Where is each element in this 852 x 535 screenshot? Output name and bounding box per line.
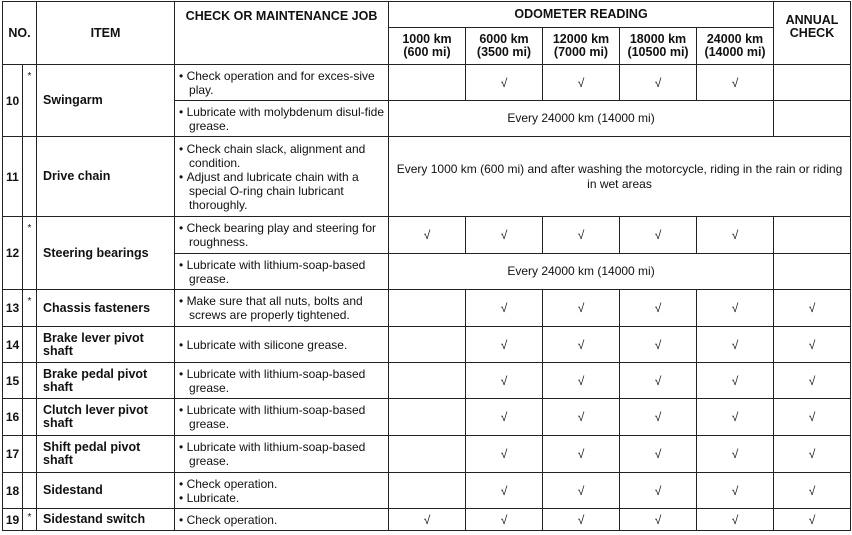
check-cell: [389, 290, 466, 327]
header-job: CHECK OR MAINTENANCE JOB: [175, 2, 389, 65]
annual-cell: √: [774, 363, 851, 399]
check-cell: √: [697, 290, 774, 327]
job-cell: [175, 65, 389, 101]
check-cell: √: [466, 65, 543, 101]
job-bullet: • Adjust and lubricate chain with a special O-ring chain lubricant thoroughly.: [179, 170, 384, 212]
annual-cell: [774, 217, 851, 254]
check-cell: √: [543, 436, 620, 473]
item-name: Sidestand: [37, 473, 175, 509]
star-mark: *: [23, 217, 37, 290]
star-mark: *: [23, 509, 37, 531]
check-cell: √: [466, 509, 543, 531]
check-cell: √: [620, 509, 697, 531]
interval-note: Every 24000 km (14000 mi): [389, 254, 774, 290]
annual-cell: [774, 101, 851, 137]
check-cell: √: [466, 363, 543, 399]
item-name: Brake lever pivot shaft: [37, 327, 175, 363]
interval-mi: (600 mi): [403, 45, 451, 59]
annual-cell: √: [774, 436, 851, 473]
check-cell: √: [543, 509, 620, 531]
job-cell: [175, 217, 389, 254]
check-cell: √: [466, 290, 543, 327]
annual-cell: √: [774, 327, 851, 363]
job-cell: [175, 101, 389, 137]
check-cell: √: [620, 473, 697, 509]
star-mark: [23, 399, 37, 436]
table-row: [3, 327, 851, 363]
header-annual: ANNUAL CHECK: [774, 2, 851, 65]
job-bullet: • Lubricate with lithium-soap-based grease.: [179, 258, 384, 286]
job-bullet: • Check bearing play and steering for roughness.: [179, 221, 384, 249]
check-cell: √: [543, 473, 620, 509]
job-bullet: • Lubricate with lithium-soap-based grease.: [179, 403, 384, 431]
star-mark: [23, 363, 37, 399]
check-cell: [389, 65, 466, 101]
interval-mi: (10500 mi): [627, 45, 689, 59]
interval-note: Every 1000 km (600 mi) and after washing the motorcycle, riding in the rain or riding in wet areas: [389, 137, 851, 217]
row-number: 17: [3, 436, 23, 473]
table-row: [3, 217, 851, 254]
row-number: 19: [3, 509, 23, 531]
table-row: [3, 363, 851, 399]
check-cell: √: [389, 509, 466, 531]
annual-cell: [774, 65, 851, 101]
interval-km: 1000 km: [402, 32, 452, 46]
interval-mi: (7000 mi): [553, 45, 609, 59]
job-cell: [175, 137, 389, 217]
star-mark: [23, 137, 37, 217]
check-cell: [389, 436, 466, 473]
check-cell: √: [620, 217, 697, 254]
check-cell: √: [466, 436, 543, 473]
interval-mi: (14000 mi): [704, 45, 766, 59]
check-cell: √: [389, 217, 466, 254]
job-cell: [175, 399, 389, 436]
row-number: 13: [3, 290, 23, 327]
job-bullet: • Lubricate with lithium-soap-based grease.: [179, 367, 384, 395]
check-cell: √: [697, 399, 774, 436]
item-name: Drive chain: [37, 137, 175, 217]
check-cell: √: [620, 363, 697, 399]
row-number: 12: [3, 217, 23, 290]
check-cell: √: [466, 217, 543, 254]
header-interval: [389, 28, 466, 65]
annual-cell: √: [774, 473, 851, 509]
item-name: Chassis fasteners: [37, 290, 175, 327]
check-cell: [389, 363, 466, 399]
header-interval: [543, 28, 620, 65]
item-name: Clutch lever pivot shaft: [37, 399, 175, 436]
header-no: NO.: [3, 2, 37, 65]
table-row: [3, 399, 851, 436]
table-row: [3, 473, 851, 509]
check-cell: √: [620, 290, 697, 327]
interval-km: 24000 km: [706, 32, 764, 46]
item-name: Brake pedal pivot shaft: [37, 363, 175, 399]
check-cell: √: [620, 327, 697, 363]
star-mark: [23, 473, 37, 509]
interval-mi: (3500 mi): [476, 45, 532, 59]
check-cell: √: [543, 290, 620, 327]
check-cell: √: [697, 436, 774, 473]
row-number: 14: [3, 327, 23, 363]
row-number: 11: [3, 137, 23, 217]
table-row: [3, 137, 851, 217]
table-row: [3, 436, 851, 473]
annual-cell: √: [774, 509, 851, 531]
check-cell: √: [543, 327, 620, 363]
row-number: 16: [3, 399, 23, 436]
job-bullet: • Lubricate with lithium-soap-based grease.: [179, 440, 384, 468]
header-interval: [620, 28, 697, 65]
check-cell: √: [697, 509, 774, 531]
maintenance-schedule-table: [2, 1, 851, 531]
table-row: [3, 65, 851, 101]
job-cell: [175, 327, 389, 363]
header-odometer: ODOMETER READING: [389, 2, 774, 28]
check-cell: √: [697, 363, 774, 399]
check-cell: √: [620, 65, 697, 101]
job-cell: [175, 509, 389, 531]
item-name: Sidestand switch: [37, 509, 175, 531]
row-number: 10: [3, 65, 23, 137]
job-bullet: • Make sure that all nuts, bolts and screws are properly tightened.: [179, 294, 384, 322]
job-cell: [175, 254, 389, 290]
item-name: Swingarm: [37, 65, 175, 137]
job-bullet: • Check chain slack, alignment and condition.: [179, 142, 384, 170]
job-cell: [175, 290, 389, 327]
check-cell: √: [543, 217, 620, 254]
star-mark: [23, 436, 37, 473]
header-interval: [697, 28, 774, 65]
row-number: 15: [3, 363, 23, 399]
interval-km: 18000 km: [629, 32, 687, 46]
check-cell: √: [543, 65, 620, 101]
check-cell: √: [466, 399, 543, 436]
star-mark: *: [23, 65, 37, 137]
check-cell: √: [697, 473, 774, 509]
star-mark: *: [23, 290, 37, 327]
star-mark: [23, 327, 37, 363]
interval-km: 12000 km: [552, 32, 610, 46]
job-bullet: • Check operation.: [179, 477, 384, 491]
check-cell: √: [620, 399, 697, 436]
row-number: 18: [3, 473, 23, 509]
job-bullet: • Lubricate.: [179, 491, 384, 505]
annual-cell: [774, 254, 851, 290]
job-cell: [175, 363, 389, 399]
check-cell: √: [697, 327, 774, 363]
interval-km: 6000 km: [479, 32, 529, 46]
check-cell: √: [697, 65, 774, 101]
annual-cell: √: [774, 399, 851, 436]
interval-note: Every 24000 km (14000 mi): [389, 101, 774, 137]
check-cell: √: [697, 217, 774, 254]
check-cell: [389, 473, 466, 509]
check-cell: [389, 399, 466, 436]
job-cell: [175, 436, 389, 473]
check-cell: √: [466, 327, 543, 363]
check-cell: √: [543, 399, 620, 436]
job-bullet: • Check operation.: [179, 513, 384, 527]
table-row: [3, 290, 851, 327]
item-name: Steering bearings: [37, 217, 175, 290]
table-row: [3, 509, 851, 531]
check-cell: √: [543, 363, 620, 399]
item-name: Shift pedal pivot shaft: [37, 436, 175, 473]
job-bullet: • Lubricate with molybdenum disul-fide grease.: [179, 105, 384, 133]
job-bullet: • Lubricate with silicone grease.: [179, 338, 384, 352]
check-cell: √: [466, 473, 543, 509]
job-cell: [175, 473, 389, 509]
check-cell: √: [620, 436, 697, 473]
header-interval: [466, 28, 543, 65]
job-bullet: • Check operation and for exces-sive play.: [179, 69, 384, 97]
check-cell: [389, 327, 466, 363]
annual-cell: √: [774, 290, 851, 327]
header-item: ITEM: [37, 2, 175, 65]
